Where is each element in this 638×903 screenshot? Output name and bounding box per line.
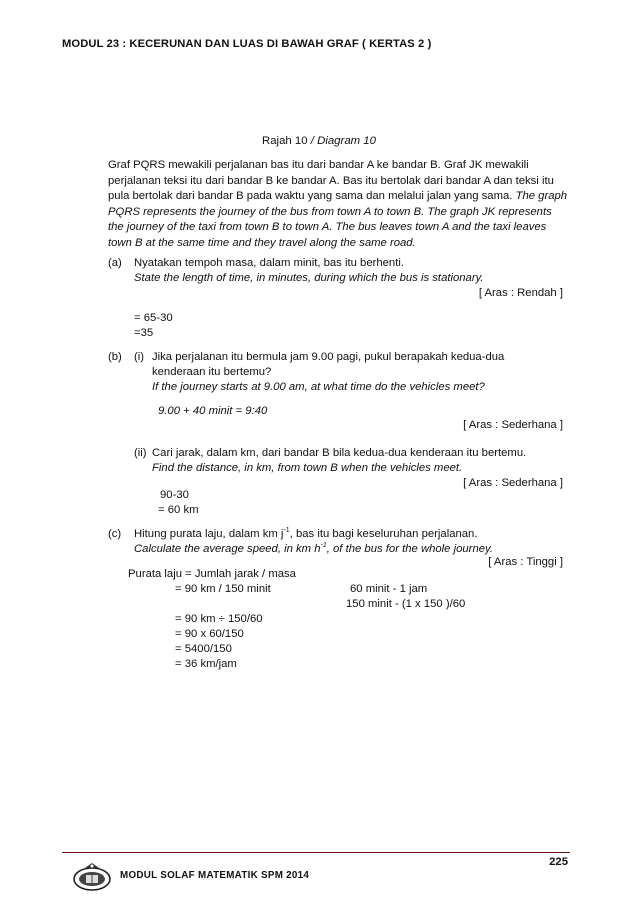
- question-b-ii-answer-line1: 90-30: [160, 489, 189, 501]
- question-b-i-english: If the journey starts at 9.00 am, at what time do the vehicles meet?: [152, 381, 485, 393]
- question-a-answer-line2: =35: [134, 327, 154, 339]
- question-c-malay-pre: Hitung purata laju, dalam km j: [134, 528, 284, 540]
- question-b-ii-level: [ Aras : Sederhana ]: [463, 477, 563, 489]
- question-c-english-sup: -1: [320, 542, 327, 549]
- question-b-i-answer: 9.00 + 40 minit = 9:40: [158, 405, 268, 417]
- question-b-i-malay-line1: Jika perjalanan itu bermula jam 9.00 pagi, pukul berapakah kedua-dua: [152, 351, 505, 363]
- page-number: 225: [549, 856, 568, 868]
- question-c-label: (c): [108, 528, 122, 540]
- question-c-malay-post: , bas itu bagi keseluruhan perjalanan.: [289, 528, 478, 540]
- ministry-logo-icon: [72, 860, 112, 892]
- question-b-ii-malay: Cari jarak, dalam km, dari bandar B bila kedua-dua kenderaan itu bertemu.: [152, 447, 527, 459]
- question-c-english: [134, 542, 493, 557]
- question-c-working-line2: = 90 km / 150 minit: [175, 583, 271, 595]
- intro-malay: Graf PQRS mewakili perjalanan bas itu dari bandar A ke bandar B. Graf JK mewakili perjalanan teksi itu dari bandar B ke bandar A. Bas itu bertolak dari bandar A dan teksi itu pula bertolak dari bandar B pada waktu yang sama dan melalui jalan yang sama.: [108, 159, 554, 203]
- question-c-working-line3: = 90 km ÷ 150/60: [175, 613, 263, 625]
- question-a-level: [ Aras : Rendah ]: [478, 287, 563, 299]
- question-b-i-label: (i): [134, 351, 145, 363]
- question-b-ii-label: (ii): [134, 447, 147, 459]
- intro-english: The graph PQRS represents the journey of the bus from town A to town B. The graph JK represents the journey of the taxi from town B to town A. The bus leaves town A and the taxi leaves town B at the same time and they travel along the same road.: [108, 190, 568, 249]
- question-c-side-note-line2: 150 minit - (1 x 150 )/60: [346, 598, 466, 610]
- question-b-ii-english: Find the distance, in km, from town B when the vehicles meet.: [152, 462, 463, 474]
- question-c-level: [ Aras : Tinggi ]: [488, 556, 563, 568]
- question-a-answer-line1: = 65-30: [134, 312, 173, 324]
- question-c-working-line6: = 36 km/jam: [175, 658, 237, 670]
- question-c-working-line4: = 90 x 60/150: [175, 628, 244, 640]
- question-c-working-line1: Purata laju = Jumlah jarak / masa: [128, 568, 296, 580]
- question-c-english-post: , of the bus for the whole journey.: [326, 543, 493, 555]
- question-c-working-line5: = 5400/150: [175, 643, 232, 655]
- question-a-label: (a): [108, 257, 122, 269]
- question-a-english: State the length of time, in minutes, during which the bus is stationary.: [134, 272, 484, 284]
- page-header-title: MODUL 23 : KECERUNAN DAN LUAS DI BAWAH GRAF ( KERTAS 2 ): [62, 38, 432, 50]
- caption-malay: Rajah 10: [262, 135, 311, 147]
- intro-paragraph: [108, 158, 568, 252]
- question-a-malay: Nyatakan tempoh masa, dalam minit, bas itu berhenti.: [134, 257, 405, 269]
- question-c-side-note-line1: 60 minit - 1 jam: [350, 583, 428, 595]
- diagram-caption: [0, 135, 638, 147]
- question-b-i-level: [ Aras : Sederhana ]: [463, 419, 563, 431]
- caption-english: / Diagram 10: [310, 135, 376, 147]
- question-c-malay-sup: -1: [283, 527, 290, 534]
- footer-rule: [62, 852, 570, 853]
- question-b-label: (b): [108, 351, 122, 363]
- footer-module-name: MODUL SOLAF MATEMATIK SPM 2014: [120, 870, 310, 881]
- question-c-english-pre: Calculate the average speed, in km h: [134, 543, 321, 555]
- question-b-i-malay-line2: kenderaan itu bertemu?: [152, 366, 272, 378]
- question-c-malay: [134, 527, 477, 542]
- question-b-ii-answer-line2: = 60 km: [158, 504, 199, 516]
